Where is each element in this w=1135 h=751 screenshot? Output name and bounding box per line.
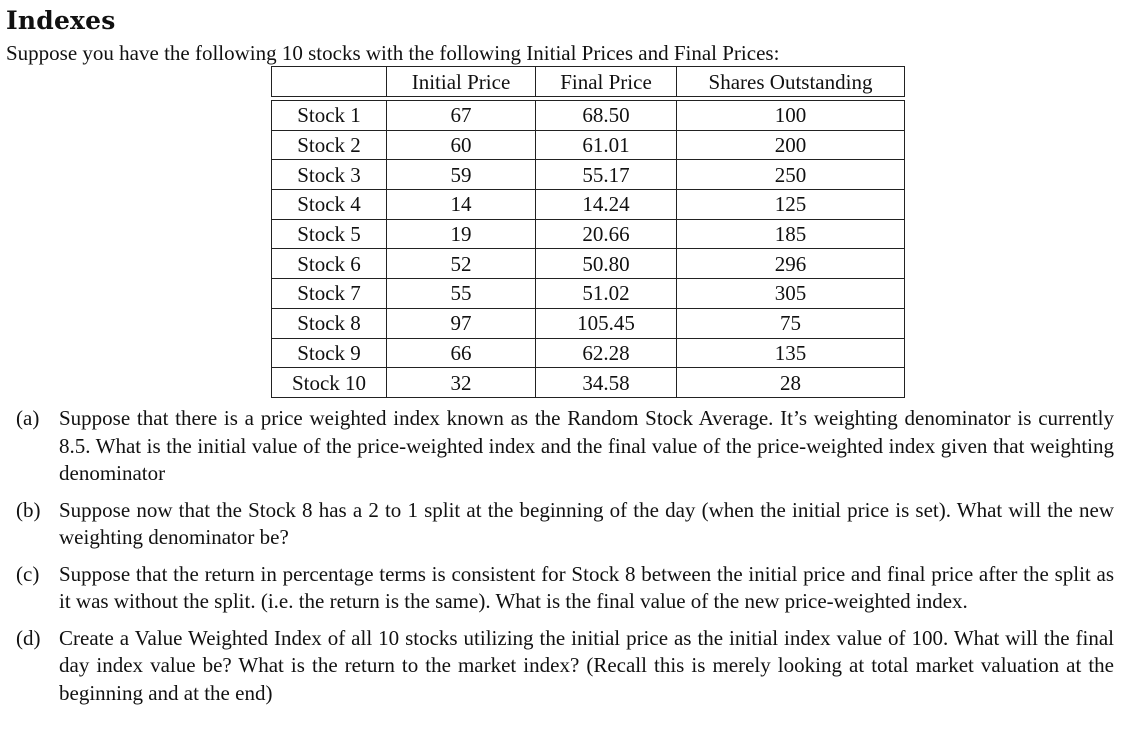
final-price-cell: 20.66	[536, 219, 677, 249]
table-row	[272, 308, 905, 338]
table-body	[272, 101, 905, 398]
section-heading: Indexes	[6, 6, 116, 35]
final-price-cell: 105.45	[536, 308, 677, 338]
stock-name-cell: Stock 1	[272, 101, 387, 131]
question-text: Create a Value Weighted Index of all 10 stocks utilizing the initial price as the initial index value of 100. What will the final day index value be? What is the return to the market index? (Recall this is merely looking at total market valuation at the beginning and at the end)	[59, 625, 1114, 705]
question-text: Suppose that the return in percentage terms is consistent for Stock 8 between the initial price and final price after the split as it was without the split. (i.e. the return is the same). What is the final value of the new price-weighted index.	[59, 561, 1114, 613]
header-blank-cell	[272, 67, 387, 97]
table-row	[272, 130, 905, 160]
stock-name-cell: Stock 4	[272, 190, 387, 220]
header-initial-price: Initial Price	[387, 67, 536, 97]
initial-price-cell: 32	[387, 368, 536, 398]
stock-name-cell: Stock 8	[272, 308, 387, 338]
final-price-cell: 55.17	[536, 160, 677, 190]
shares-outstanding-cell: 296	[677, 249, 905, 279]
initial-price-cell: 59	[387, 160, 536, 190]
table-row	[272, 190, 905, 220]
table-row	[272, 160, 905, 190]
initial-price-cell: 67	[387, 101, 536, 131]
table-row	[272, 101, 905, 131]
stock-name-cell: Stock 9	[272, 338, 387, 368]
table-row	[272, 219, 905, 249]
final-price-cell: 50.80	[536, 249, 677, 279]
final-price-cell: 34.58	[536, 368, 677, 398]
question-list	[16, 405, 1114, 716]
question-label: (c)	[16, 561, 40, 586]
question-item	[16, 625, 1114, 708]
initial-price-cell: 97	[387, 308, 536, 338]
shares-outstanding-cell: 125	[677, 190, 905, 220]
question-text: Suppose that there is a price weighted index known as the Random Stock Average. It’s weighting denominator is currently 8.5. What is the initial value of the price-weighted index and the final value of the price-weighted index given that weighting denominator	[59, 406, 1114, 485]
question-text: Suppose now that the Stock 8 has a 2 to 1 split at the beginning of the day (when the initial price is set). What will the new weighting denominator be?	[59, 497, 1114, 549]
final-price-cell: 51.02	[536, 279, 677, 309]
table-row	[272, 338, 905, 368]
stock-name-cell: Stock 5	[272, 219, 387, 249]
stock-name-cell: Stock 3	[272, 160, 387, 190]
question-label: (b)	[16, 497, 41, 522]
question-label: (d)	[16, 625, 41, 650]
table-row	[272, 249, 905, 279]
question-item	[16, 561, 1114, 616]
final-price-cell: 14.24	[536, 190, 677, 220]
initial-price-cell: 55	[387, 279, 536, 309]
table-header-row	[272, 67, 905, 97]
stock-name-cell: Stock 7	[272, 279, 387, 309]
stock-name-cell: Stock 2	[272, 130, 387, 160]
stock-price-table	[271, 66, 905, 398]
final-price-cell: 61.01	[536, 130, 677, 160]
question-item	[16, 497, 1114, 552]
table-row	[272, 279, 905, 309]
shares-outstanding-cell: 185	[677, 219, 905, 249]
initial-price-cell: 52	[387, 249, 536, 279]
shares-outstanding-cell: 250	[677, 160, 905, 190]
final-price-cell: 68.50	[536, 101, 677, 131]
header-shares-outstanding: Shares Outstanding	[677, 67, 905, 97]
shares-outstanding-cell: 28	[677, 368, 905, 398]
shares-outstanding-cell: 75	[677, 308, 905, 338]
question-item	[16, 405, 1114, 488]
stock-name-cell: Stock 10	[272, 368, 387, 398]
intro-paragraph: Suppose you have the following 10 stocks with the following Initial Prices and Final Prices:	[6, 41, 780, 65]
shares-outstanding-cell: 305	[677, 279, 905, 309]
question-label: (a)	[16, 406, 40, 430]
initial-price-cell: 14	[387, 190, 536, 220]
header-final-price: Final Price	[536, 67, 677, 97]
shares-outstanding-cell: 100	[677, 101, 905, 131]
shares-outstanding-cell: 200	[677, 130, 905, 160]
table-row	[272, 368, 905, 398]
final-price-cell: 62.28	[536, 338, 677, 368]
initial-price-cell: 60	[387, 130, 536, 160]
shares-outstanding-cell: 135	[677, 338, 905, 368]
initial-price-cell: 19	[387, 219, 536, 249]
stock-name-cell: Stock 6	[272, 249, 387, 279]
initial-price-cell: 66	[387, 338, 536, 368]
